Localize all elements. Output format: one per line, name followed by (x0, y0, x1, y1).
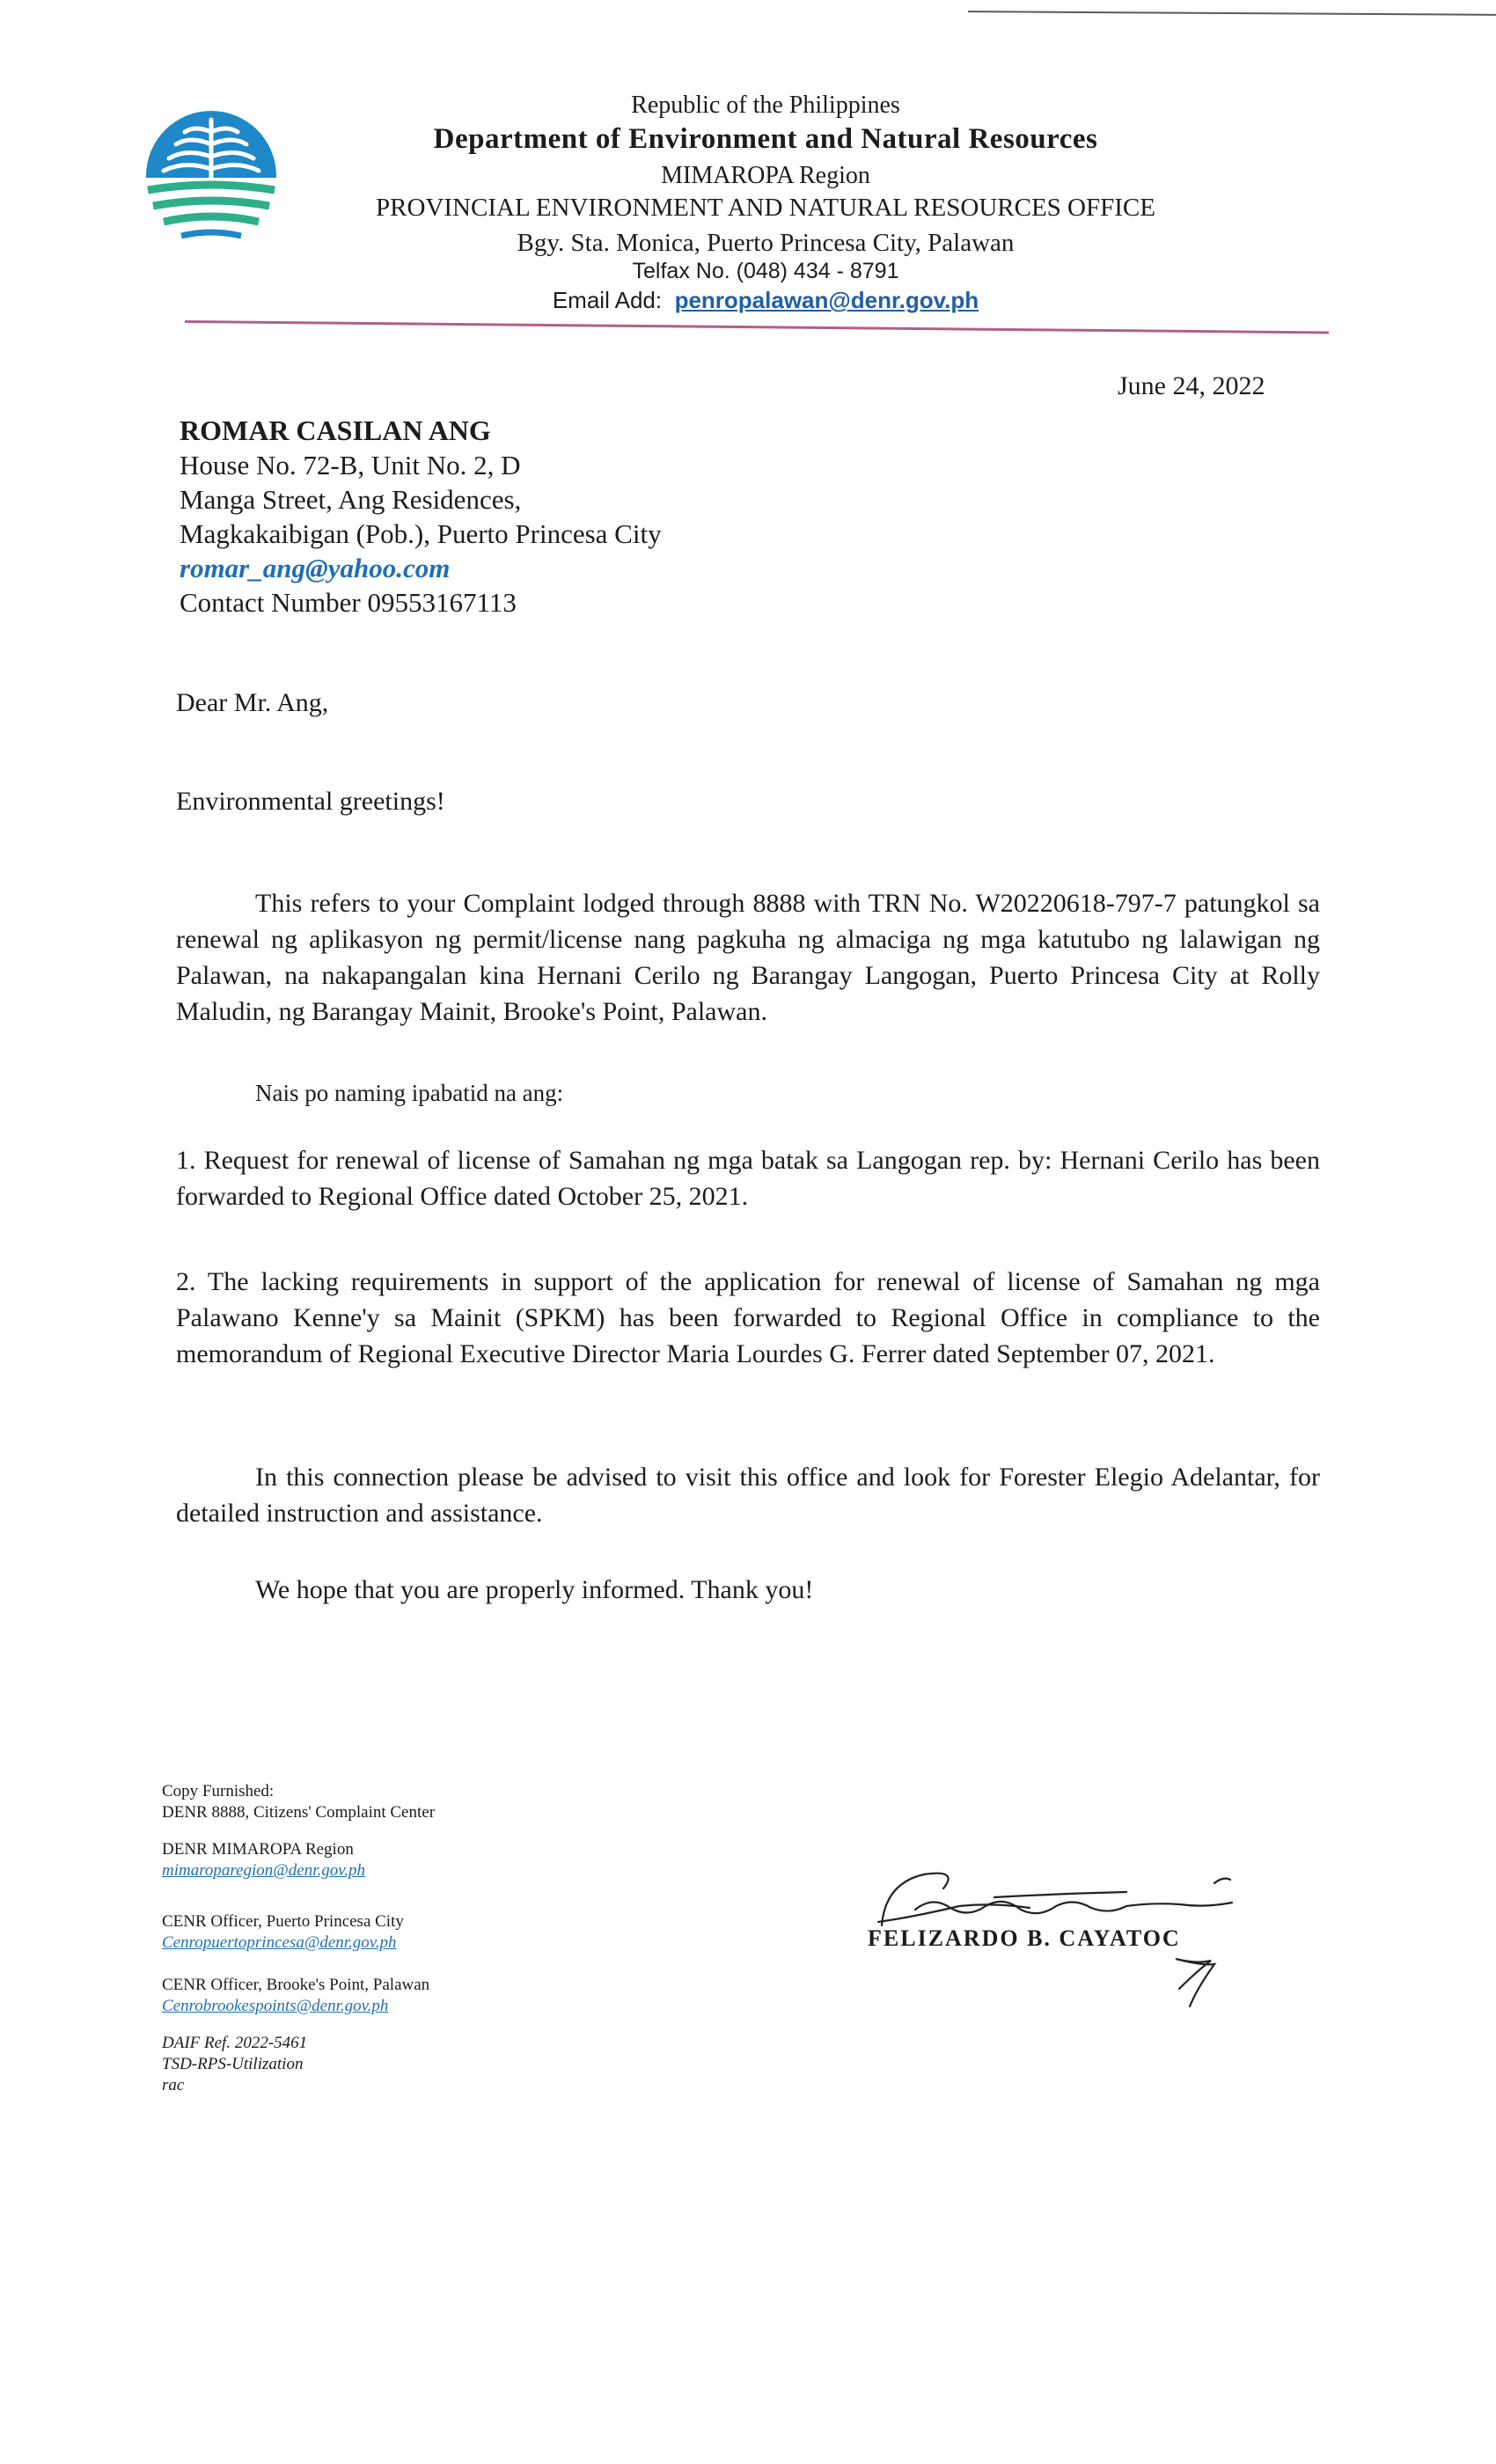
closing-line: We hope that you are properly informed. Thank you! (255, 1575, 814, 1604)
signatory-name: FELIZARDO B. CAYATOC (868, 1925, 1181, 1951)
cf-entry-name: CENR Officer, Brooke's Point, Palawan (162, 1976, 430, 1994)
paragraph-1-text: This refers to your Complaint lodged through 8888 with TRN No. W20220618-797-7 patungkol sa renewal ng aplikasyon ng permit/license nang pagkuha ng almaciga ng mga katutubo ng lalawigan ng Palawan, na nakapangalan kina Hernani Cerilo ng Barangay Langogan, Puerto Princesa City at Rolly Maludin, ng Barangay Mainit, Brooke's Point, Palawan. (176, 889, 1320, 1026)
cf-entry-email[interactable]: Cenropuertoprincesa@denr.gov.ph (162, 1933, 397, 1952)
header-address: Bgy. Sta. Monica, Puerto Princesa City, Palawan (517, 229, 1015, 257)
paragraph-instruction (176, 1459, 1320, 1531)
paragraph-3-text: In this connection please be advised to visit this office and look for Forester Elegio Adelantar, for detailed instruction and assistance. (176, 1463, 1320, 1528)
reference-section: TSD-RPS-Utilization (162, 2055, 304, 2073)
recipient-name: ROMAR CASILAN ANG (180, 414, 491, 446)
recipient-address-line-2: Manga Street, Ang Residences, (180, 484, 522, 515)
recipient-address-line-3: Magkakaibigan (Pob.), Puerto Princesa City (180, 518, 662, 549)
header-email-link[interactable]: penropalawan@denr.gov.ph (674, 287, 979, 313)
inform-intro: Nais po naming ipabatid na ang: (255, 1080, 564, 1106)
typist-initials: rac (162, 2076, 185, 2094)
header-email-label: Email Add: (552, 287, 663, 313)
greeting: Environmental greetings! (176, 787, 445, 816)
header-office: PROVINCIAL ENVIRONMENT AND NATURAL RESOURCES OFFICE (376, 194, 1155, 222)
header-department: Department of Environment and Natural Resources (433, 123, 1098, 155)
recipient-contact: Contact Number 09553167113 (180, 587, 517, 618)
header-region: MIMAROPA Region (661, 162, 870, 189)
cf-entry-email[interactable]: mimaroparegion@denr.gov.ph (162, 1861, 366, 1880)
paragraph-complaint-reference (176, 885, 1320, 1030)
copy-furnished-label: Copy Furnished: (162, 1782, 275, 1800)
list-item: 2. The lacking requirements in support of the application for renewal of license of Samahan ng mga Palawano Kenne'y sa Mainit (SPKM) has been forwarded to Regional Office in compliance to the memorandum of Regional Executive Director Maria Lourdes G. Ferrer dated September 07, 2021. (176, 1267, 1320, 1368)
salutation: Dear Mr. Ang, (176, 688, 329, 717)
header-email-line (290, 287, 1241, 314)
scan-edge-line (968, 11, 1496, 16)
reference-number: DAIF Ref. 2022-5461 (162, 2034, 308, 2052)
letter-date: June 24, 2022 (1118, 371, 1265, 400)
cf-entry-email[interactable]: Cenrobrookespoints@denr.gov.ph (162, 1997, 389, 2015)
cf-entry-name: DENR MIMAROPA Region (162, 1840, 354, 1859)
copy-furnished-first: DENR 8888, Citizens' Complaint Center (162, 1803, 436, 1822)
copy-furnished-block (162, 1781, 620, 2096)
cf-entry-name: CENR Officer, Puerto Princesa City (162, 1912, 404, 1931)
denr-logo (132, 106, 290, 246)
recipient-address-line-1: House No. 72-B, Unit No. 2, D (180, 450, 521, 480)
header-republic: Republic of the Philippines (631, 92, 900, 119)
recipient-block (180, 414, 662, 620)
list-item: 1. Request for renewal of license of Samahan ng mga batak sa Langogan rep. by: Hernani Cerilo has been forwarded to Regional Office dated October 25, 2021. (176, 1146, 1320, 1211)
header-divider (185, 320, 1329, 334)
recipient-email[interactable]: romar_ang@yahoo.com (180, 553, 451, 583)
header-telfax: Telfax No. (048) 434 - 8791 (632, 259, 899, 283)
